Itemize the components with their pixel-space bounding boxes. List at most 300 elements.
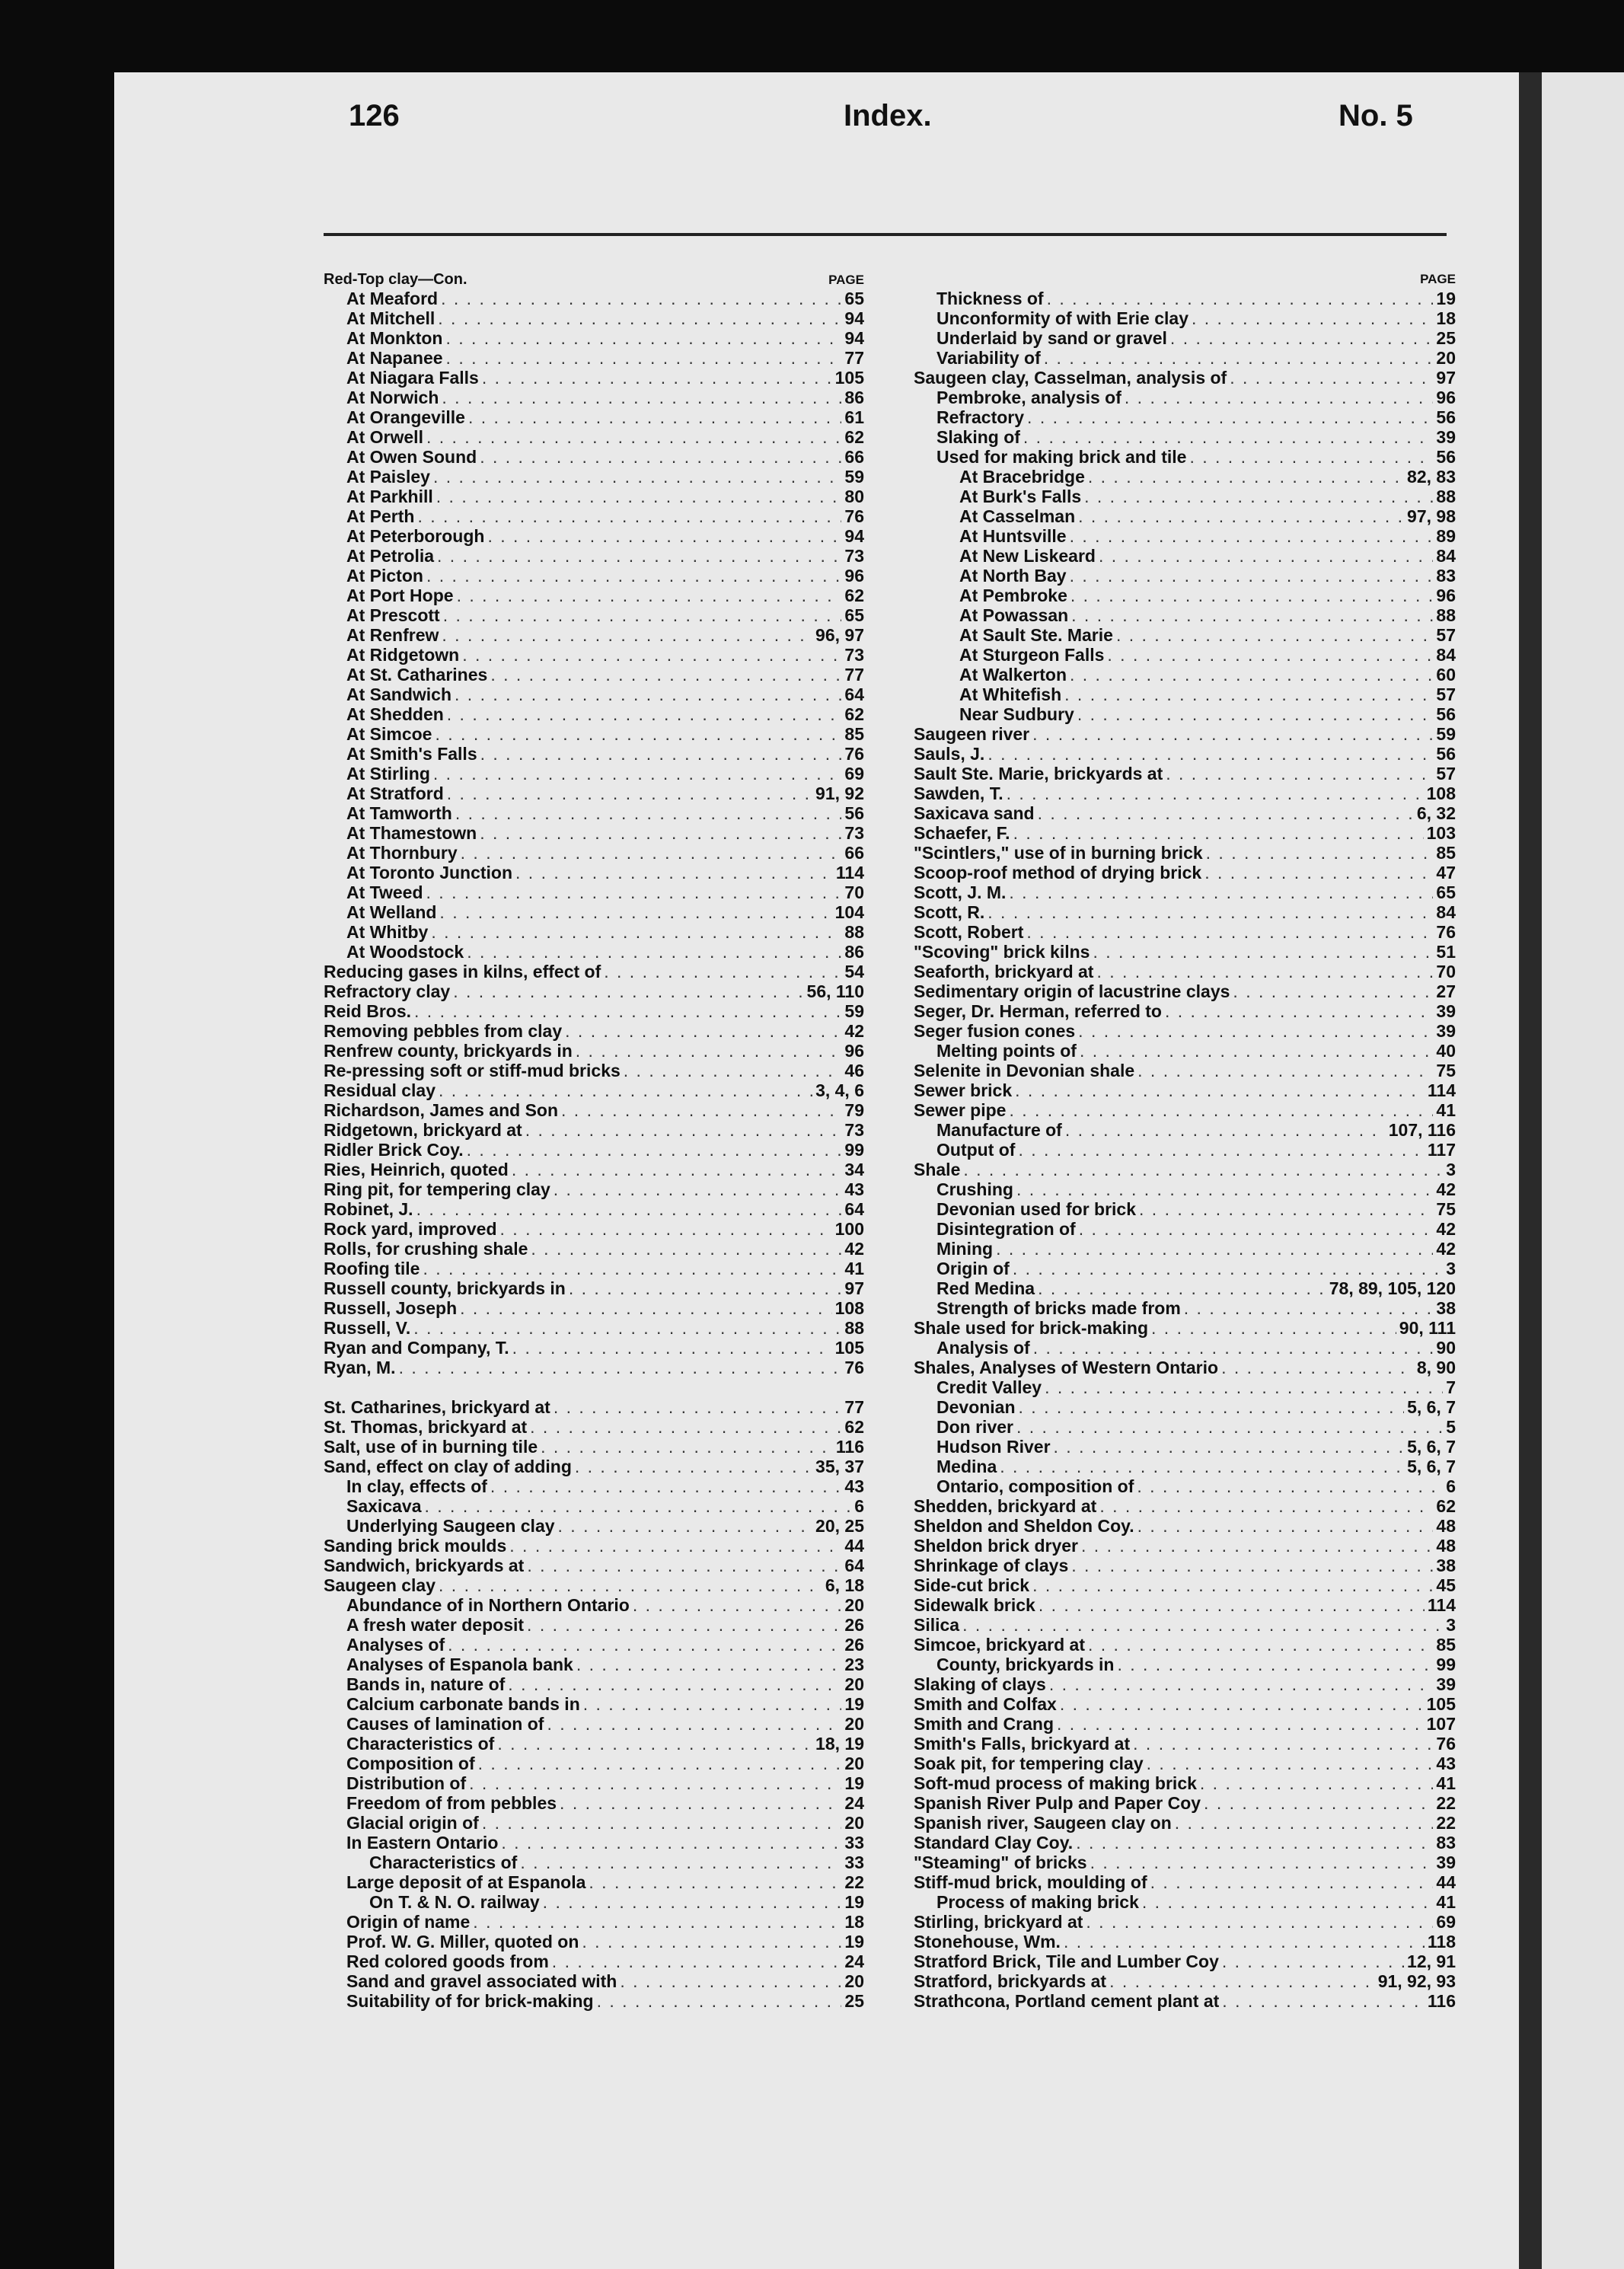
- entry-page-ref: 73: [844, 645, 864, 665]
- entry-text: At Sturgeon Falls: [959, 645, 1105, 665]
- entry-page-ref: 94: [844, 328, 864, 348]
- index-entry: [914, 1853, 1456, 1872]
- entry-page-ref: 43: [844, 1179, 864, 1199]
- entry-page-ref: 39: [1436, 1001, 1456, 1021]
- entry-text: Stirling, brickyard at: [914, 1912, 1083, 1932]
- entry-page-ref: 39: [1436, 1021, 1456, 1041]
- index-entry: [914, 1278, 1456, 1298]
- leader-dots: [1093, 942, 1433, 962]
- entry-text: Richardson, James and Son: [324, 1100, 559, 1120]
- index-entry: [324, 487, 864, 506]
- index-entry: [324, 1318, 864, 1338]
- index-entry: [324, 1773, 864, 1793]
- leader-dots: [439, 1080, 812, 1100]
- entry-page-ref: 62: [844, 586, 864, 605]
- leader-dots: [1166, 764, 1433, 783]
- index-entry: [324, 1575, 864, 1595]
- entry-text: Smith's Falls, brickyard at: [914, 1734, 1131, 1754]
- leader-dots: [604, 962, 841, 981]
- index-entry: [324, 863, 864, 882]
- entry-page-ref: 85: [1436, 843, 1456, 863]
- entry-text: Sedimentary origin of lacustrine clays: [914, 981, 1230, 1001]
- entry-text: Underlaid by sand or gravel: [936, 328, 1167, 348]
- leader-dots: [1107, 645, 1433, 665]
- entry-page-ref: 96: [1436, 586, 1456, 605]
- leader-dots: [1086, 1912, 1433, 1932]
- entry-page-ref: 20: [844, 1714, 864, 1734]
- entry-page-ref: 75: [1436, 1199, 1456, 1219]
- leader-dots: [597, 1991, 842, 2011]
- entry-text: Spanish River Pulp and Paper Coy: [914, 1793, 1201, 1813]
- entry-page-ref: 96: [844, 566, 864, 586]
- index-entry: [914, 685, 1456, 704]
- leader-dots: [487, 526, 841, 546]
- entry-page-ref: 64: [844, 1556, 864, 1575]
- index-entry: [324, 388, 864, 407]
- index-entry: [324, 1239, 864, 1259]
- entry-text: A fresh water deposit: [346, 1615, 525, 1635]
- index-entry: [914, 1061, 1456, 1080]
- index-entry: [324, 1516, 864, 1536]
- index-entry: [324, 1754, 864, 1773]
- leader-dots: [547, 1714, 841, 1734]
- entry-page-ref: 76: [1436, 922, 1456, 942]
- leader-dots: [1142, 1892, 1434, 1912]
- entry-page-ref: 42: [1436, 1179, 1456, 1199]
- entry-text: Prof. W. G. Miller, quoted on: [346, 1932, 579, 1951]
- index-entry: [914, 1160, 1456, 1179]
- index-entry: [324, 1120, 864, 1140]
- entry-text: Silica: [914, 1615, 960, 1635]
- entry-page-ref: 5, 6, 7: [1407, 1457, 1456, 1476]
- entry-text: Characteristics of: [369, 1853, 518, 1872]
- entry-text: At Niagara Falls: [346, 368, 479, 388]
- entry-text: Output of: [936, 1140, 1016, 1160]
- entry-text: Smith and Colfax: [914, 1694, 1057, 1714]
- index-entry: [324, 328, 864, 348]
- entry-page-ref: 20, 25: [815, 1516, 864, 1536]
- entry-text: Removing pebbles from clay: [324, 1021, 563, 1041]
- right-entry-list: [914, 289, 1456, 2011]
- entry-text: Abundance of in Northern Ontario: [346, 1595, 630, 1615]
- entry-text: Analyses of Espanola bank: [346, 1655, 573, 1674]
- entry-page-ref: 23: [844, 1655, 864, 1674]
- index-entry: [914, 1991, 1456, 2011]
- entry-text: Stiff-mud brick, moulding of: [914, 1872, 1147, 1892]
- index-entry: [324, 823, 864, 843]
- entry-text: Russell county, brickyards in: [324, 1278, 566, 1298]
- entry-text: Scoop-roof method of drying brick: [914, 863, 1202, 882]
- entry-text: Russell, V.: [324, 1318, 411, 1338]
- entry-page-ref: 59: [1436, 724, 1456, 744]
- leader-dots: [455, 803, 842, 823]
- leader-dots: [1039, 1595, 1425, 1615]
- leader-dots: [1222, 1991, 1425, 2011]
- entry-page-ref: 38: [1436, 1298, 1456, 1318]
- entry-page-ref: 54: [844, 962, 864, 981]
- leader-dots: [1032, 724, 1433, 744]
- index-entry: [914, 1377, 1456, 1397]
- entry-page-ref: 59: [844, 467, 864, 487]
- entry-page-ref: 24: [844, 1793, 864, 1813]
- entry-page-ref: 96: [1436, 388, 1456, 407]
- entry-text: Stonehouse, Wm.: [914, 1932, 1061, 1951]
- leader-dots: [447, 704, 842, 724]
- leader-dots: [1060, 1694, 1424, 1714]
- column-heading-row: [324, 270, 864, 289]
- entry-page-ref: 43: [1436, 1754, 1456, 1773]
- index-entry: [324, 1892, 864, 1912]
- index-entry: [914, 1318, 1456, 1338]
- entry-text: Sauls, J.: [914, 744, 985, 764]
- entry-text: Ryan and Company, T.: [324, 1338, 509, 1358]
- index-entry: [324, 1813, 864, 1833]
- entry-text: Slaking of: [936, 427, 1020, 447]
- entry-text: Schaefer, F.: [914, 823, 1010, 843]
- entry-text: Rolls, for crushing shale: [324, 1239, 528, 1259]
- entry-text: At Owen Sound: [346, 447, 477, 467]
- entry-page-ref: 77: [844, 665, 864, 685]
- entry-page-ref: 88: [844, 922, 864, 942]
- entry-text: Saxicava sand: [914, 803, 1035, 823]
- entry-text: Seger fusion cones: [914, 1021, 1076, 1041]
- entry-page-ref: 12, 91: [1407, 1951, 1456, 1971]
- leader-dots: [1044, 348, 1434, 368]
- leader-dots: [561, 1100, 841, 1120]
- entry-text: Saugeen river: [914, 724, 1030, 744]
- entry-text: Credit Valley: [936, 1377, 1042, 1397]
- entry-text: Simcoe, brickyard at: [914, 1635, 1085, 1655]
- entry-text: Shrinkage of clays: [914, 1556, 1069, 1575]
- leader-dots: [1000, 1457, 1404, 1476]
- entry-text: Composition of: [346, 1754, 475, 1773]
- index-entry: [324, 1061, 864, 1080]
- entry-text: "Scoving" brick kilns: [914, 942, 1090, 962]
- page-number: 126: [349, 99, 400, 132]
- leader-dots: [1049, 1674, 1434, 1694]
- leader-dots: [1125, 388, 1434, 407]
- entry-text: Sandwich, brickyards at: [324, 1556, 525, 1575]
- index-entry: [914, 1179, 1456, 1199]
- entry-page-ref: 6: [854, 1496, 864, 1516]
- entry-text: At Norwich: [346, 388, 439, 407]
- entry-text: Spanish river, Saugeen clay on: [914, 1813, 1172, 1833]
- index-entry: [914, 1655, 1456, 1674]
- entry-page-ref: 97: [1436, 368, 1456, 388]
- index-entry: [324, 1912, 864, 1932]
- entry-page-ref: 104: [834, 902, 864, 922]
- index-entry: [914, 704, 1456, 724]
- entry-text: Devonian: [936, 1397, 1016, 1417]
- leader-dots: [565, 1021, 841, 1041]
- entry-page-ref: 83: [1436, 1833, 1456, 1853]
- index-entry: [324, 1179, 864, 1199]
- index-entry: [914, 1338, 1456, 1358]
- entry-page-ref: 65: [844, 289, 864, 308]
- entry-text: At Woodstock: [346, 942, 464, 962]
- index-entry: [914, 1120, 1456, 1140]
- leader-dots: [1077, 704, 1434, 724]
- leader-dots: [457, 586, 842, 605]
- entry-text: Soft-mud process of making brick: [914, 1773, 1197, 1793]
- leader-dots: [554, 1397, 842, 1417]
- leader-dots: [1081, 1536, 1433, 1556]
- entry-page-ref: 19: [844, 1694, 864, 1714]
- index-entry: [914, 1575, 1456, 1595]
- leader-dots: [441, 289, 841, 308]
- entry-text: Pembroke, analysis of: [936, 388, 1121, 407]
- entry-text: Devonian used for brick: [936, 1199, 1137, 1219]
- leader-dots: [527, 1615, 841, 1635]
- section-gap: [324, 1377, 864, 1397]
- entry-page-ref: 39: [1436, 1674, 1456, 1694]
- leader-dots: [1070, 586, 1434, 605]
- entry-text: At Whitefish: [959, 685, 1062, 704]
- entry-page-ref: 24: [844, 1951, 864, 1971]
- entry-page-ref: 35, 37: [815, 1457, 864, 1476]
- entry-page-ref: 79: [844, 1100, 864, 1120]
- index-entry: [914, 605, 1456, 625]
- entry-page-ref: 88: [1436, 487, 1456, 506]
- index-entry: [914, 506, 1456, 526]
- entry-page-ref: 86: [844, 388, 864, 407]
- index-entry: [914, 1773, 1456, 1793]
- entry-text: At Monkton: [346, 328, 443, 348]
- leader-dots: [1007, 783, 1424, 803]
- entry-text: At Mitchell: [346, 308, 436, 328]
- leader-dots: [509, 1536, 841, 1556]
- leader-dots: [1015, 1080, 1425, 1100]
- entry-text: Stratford Brick, Tile and Lumber Coy: [914, 1951, 1219, 1971]
- entry-page-ref: 116: [835, 1437, 864, 1457]
- leader-dots: [1070, 566, 1434, 586]
- continued-heading: Red-Top clay—Con.: [324, 271, 467, 288]
- index-entry: [324, 368, 864, 388]
- leader-dots: [433, 467, 841, 487]
- leader-dots: [435, 724, 841, 744]
- leader-dots: [1222, 1951, 1404, 1971]
- entry-text: Hudson River: [936, 1437, 1051, 1457]
- entry-page-ref: 76: [844, 506, 864, 526]
- leader-dots: [1184, 1298, 1434, 1318]
- index-entry: [324, 506, 864, 526]
- leader-dots: [417, 506, 841, 526]
- leader-dots: [455, 685, 841, 704]
- entry-page-ref: 22: [844, 1872, 864, 1892]
- entry-text: Saugeen clay: [324, 1575, 436, 1595]
- index-entry: [324, 1833, 864, 1853]
- leader-dots: [433, 764, 842, 783]
- entry-text: Re-pressing soft or stiff-mud bricks: [324, 1061, 621, 1080]
- index-entry: [914, 586, 1456, 605]
- entry-page-ref: 20: [844, 1754, 864, 1773]
- index-entry: [324, 1397, 864, 1417]
- entry-page-ref: 5: [1446, 1417, 1456, 1437]
- index-entry: [914, 368, 1456, 388]
- leader-dots: [1090, 1853, 1434, 1872]
- entry-text: Saugeen clay, Casselman, analysis of: [914, 368, 1227, 388]
- entry-page-ref: 91, 92: [815, 783, 864, 803]
- index-entry: [324, 1536, 864, 1556]
- leader-dots: [1175, 1813, 1434, 1833]
- entry-text: At Perth: [346, 506, 415, 526]
- entry-page-ref: 73: [844, 823, 864, 843]
- leader-dots: [467, 942, 841, 962]
- entry-text: At Orwell: [346, 427, 423, 447]
- entry-text: Residual clay: [324, 1080, 436, 1100]
- entry-text: Sewer pipe: [914, 1100, 1007, 1120]
- entry-text: At New Liskeard: [959, 546, 1096, 566]
- index-entry: [914, 1615, 1456, 1635]
- index-entry: [914, 1714, 1456, 1734]
- index-entry: [914, 289, 1456, 308]
- leader-dots: [1057, 1714, 1424, 1734]
- entry-page-ref: 70: [844, 882, 864, 902]
- entry-page-ref: 48: [1436, 1536, 1456, 1556]
- index-entry: [324, 1437, 864, 1457]
- leader-dots: [1096, 962, 1433, 981]
- entry-text: Ridler Brick Coy.: [324, 1140, 464, 1160]
- index-entry: [914, 1021, 1456, 1041]
- entry-page-ref: 20: [1436, 348, 1456, 368]
- entry-text: Renfrew county, brickyards in: [324, 1041, 573, 1061]
- leader-dots: [448, 1635, 841, 1655]
- index-entry: [324, 724, 864, 744]
- leader-dots: [1084, 487, 1433, 506]
- entry-text: Crushing: [936, 1179, 1013, 1199]
- entry-text: At Orangeville: [346, 407, 465, 427]
- leader-dots: [1070, 665, 1433, 685]
- leader-dots: [447, 783, 812, 803]
- leader-dots: [416, 1199, 842, 1219]
- entry-text: Causes of lamination of: [346, 1714, 544, 1734]
- index-entry: [914, 1932, 1456, 1951]
- entry-page-ref: 117: [1427, 1140, 1456, 1160]
- index-entry: [324, 1556, 864, 1575]
- leader-dots: [1047, 289, 1434, 308]
- index-entry: [914, 1892, 1456, 1912]
- index-entry: [914, 1476, 1456, 1496]
- entry-text: Suitability of for brick-making: [346, 1991, 594, 2011]
- entry-page-ref: 27: [1436, 981, 1456, 1001]
- entry-text: In Eastern Ontario: [346, 1833, 499, 1853]
- entry-page-ref: 62: [1436, 1496, 1456, 1516]
- leader-dots: [558, 1516, 813, 1536]
- entry-page-ref: 47: [1436, 863, 1456, 882]
- entry-page-ref: 73: [844, 1120, 864, 1140]
- entry-page-ref: 60: [1436, 665, 1456, 685]
- entry-text: Refractory: [936, 407, 1025, 427]
- entry-page-ref: 80: [844, 487, 864, 506]
- leader-dots: [1221, 1358, 1414, 1377]
- leader-dots: [1013, 1259, 1443, 1278]
- entry-text: At Tamworth: [346, 803, 452, 823]
- index-entry: [914, 1100, 1456, 1120]
- entry-text: Seaforth, brickyard at: [914, 962, 1094, 981]
- entry-page-ref: 18, 19: [815, 1734, 864, 1754]
- leader-dots: [1076, 1833, 1433, 1853]
- index-entry: [914, 724, 1456, 744]
- entry-page-ref: 25: [844, 1991, 864, 2011]
- index-entry: [324, 1001, 864, 1021]
- entry-page-ref: 75: [1436, 1061, 1456, 1080]
- entry-page-ref: 20: [844, 1595, 864, 1615]
- index-entry: [324, 922, 864, 942]
- index-entry: [914, 1397, 1456, 1417]
- entry-text: At Bracebridge: [959, 467, 1085, 487]
- entry-text: At Port Hope: [346, 586, 454, 605]
- index-entry: [324, 1655, 864, 1674]
- leader-dots: [1137, 1476, 1443, 1496]
- entry-text: Calcium carbonate bands in: [346, 1694, 580, 1714]
- index-entry: [914, 823, 1456, 843]
- entry-page-ref: 18: [1436, 308, 1456, 328]
- index-entry: [324, 665, 864, 685]
- entry-text: At Shedden: [346, 704, 444, 724]
- index-entry: [914, 1754, 1456, 1773]
- leader-dots: [512, 1338, 832, 1358]
- leader-dots: [1071, 605, 1433, 625]
- leader-dots: [1009, 882, 1433, 902]
- index-entry: [324, 1199, 864, 1219]
- entry-text: Strathcona, Portland cement plant at: [914, 1991, 1220, 2011]
- entry-page-ref: 44: [1436, 1872, 1456, 1892]
- index-entry: [914, 783, 1456, 803]
- entry-page-ref: 3: [1446, 1160, 1456, 1179]
- entry-page-ref: 107, 116: [1388, 1120, 1456, 1140]
- leader-dots: [500, 1219, 832, 1239]
- leader-dots: [490, 1476, 841, 1496]
- index-entry: [914, 1516, 1456, 1536]
- entry-page-ref: 56: [1436, 447, 1456, 467]
- leader-dots: [469, 1773, 841, 1793]
- entry-text: Melting points of: [936, 1041, 1077, 1061]
- entry-page-ref: 97: [844, 1278, 864, 1298]
- entry-text: Bands in, nature of: [346, 1674, 506, 1694]
- entry-page-ref: 69: [844, 764, 864, 783]
- index-entry: [914, 1833, 1456, 1853]
- index-entry: [324, 407, 864, 427]
- leader-dots: [1204, 1793, 1433, 1813]
- entry-text: Refractory clay: [324, 981, 451, 1001]
- entry-text: "Steaming" of bricks: [914, 1853, 1087, 1872]
- leader-dots: [443, 605, 842, 625]
- entry-page-ref: 82, 83: [1407, 467, 1456, 487]
- leader-dots: [468, 407, 841, 427]
- index-entry: [324, 1457, 864, 1476]
- index-entry: [914, 1417, 1456, 1437]
- leader-dots: [480, 744, 842, 764]
- entry-text: At Parkhill: [346, 487, 433, 506]
- leader-dots: [508, 1674, 841, 1694]
- leader-dots: [569, 1278, 842, 1298]
- entry-text: Analyses of: [346, 1635, 445, 1655]
- entry-page-ref: 62: [844, 704, 864, 724]
- leader-dots: [437, 546, 841, 566]
- leader-dots: [624, 1061, 842, 1080]
- entry-page-ref: 3: [1446, 1615, 1456, 1635]
- entry-page-ref: 99: [844, 1140, 864, 1160]
- leader-dots: [453, 981, 803, 1001]
- entry-page-ref: 85: [844, 724, 864, 744]
- entry-page-ref: 78, 89, 105, 120: [1329, 1278, 1456, 1298]
- index-entry: [914, 1298, 1456, 1318]
- entry-text: Shale used for brick-making: [914, 1318, 1149, 1338]
- entry-text: Thickness of: [936, 289, 1044, 308]
- index-entry: [914, 1734, 1456, 1754]
- entry-text: Ryan, M.: [324, 1358, 396, 1377]
- entry-page-ref: 5, 6, 7: [1407, 1397, 1456, 1417]
